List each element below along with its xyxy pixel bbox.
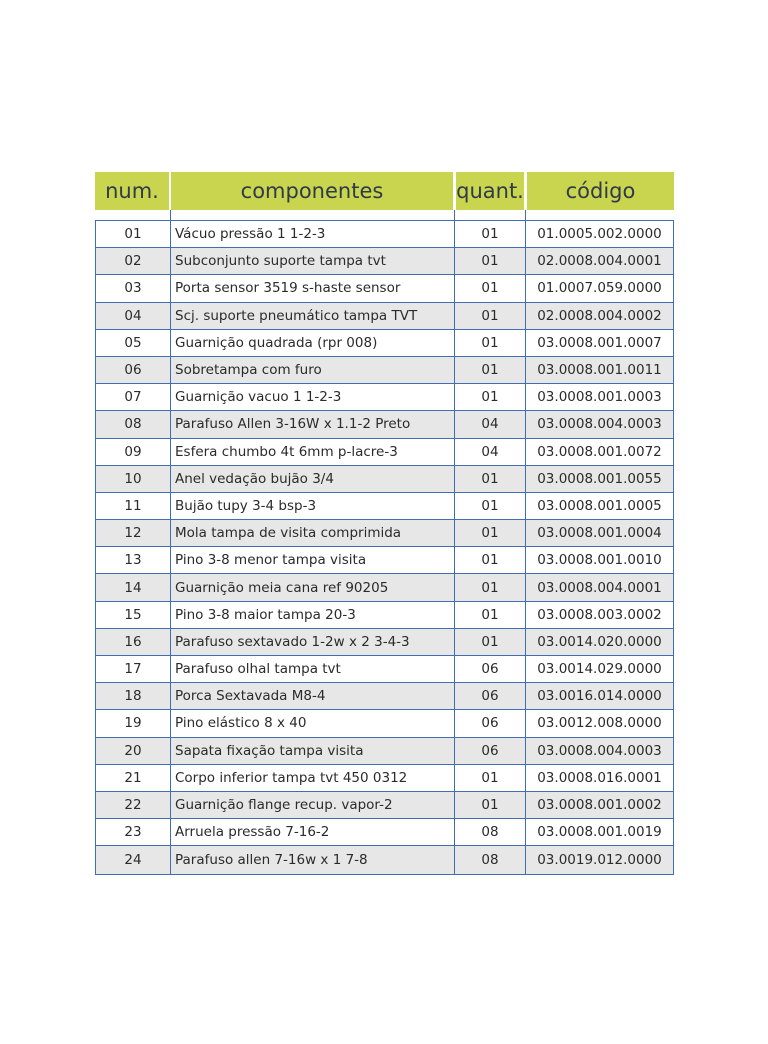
table-row (96, 574, 673, 601)
table-row (96, 710, 673, 737)
table-row (96, 819, 673, 846)
row-codigo: 01.0005.002.0000 (537, 226, 662, 243)
row-quant: 01 (455, 520, 526, 546)
row-codigo: 03.0008.001.0010 (537, 552, 662, 569)
row-codigo: 03.0014.020.0000 (537, 633, 662, 650)
row-num: 11 (96, 493, 171, 519)
row-codigo: 03.0014.029.0000 (537, 661, 662, 678)
row-componente: Esfera chumbo 4t 6mm p-lacre-3 (171, 439, 455, 465)
table-row (96, 493, 673, 520)
row-codigo: 03.0008.001.0011 (537, 362, 662, 379)
row-num: 19 (96, 710, 171, 736)
row-componente: Mola tampa de visita comprimida (171, 520, 455, 546)
row-quant: 01 (455, 493, 526, 519)
row-componente: Parafuso olhal tampa tvt (171, 656, 455, 682)
row-num: 23 (96, 819, 171, 845)
header-codigo: código (527, 172, 674, 210)
row-componente: Guarnição vacuo 1 1-2-3 (171, 384, 455, 410)
table-row (96, 765, 673, 792)
table-row (96, 846, 673, 873)
table-row (96, 330, 673, 357)
table-row (96, 547, 673, 574)
parts-table (95, 220, 674, 875)
row-codigo: 03.0008.001.0003 (537, 389, 662, 406)
row-codigo: 03.0008.004.0003 (537, 416, 662, 433)
table-row (96, 275, 673, 302)
row-componente: Porta sensor 3519 s-haste sensor (171, 275, 455, 301)
row-codigo: 03.0008.001.0072 (537, 443, 662, 460)
row-componente: Parafuso sextavado 1-2w x 2 3-4-3 (171, 629, 455, 655)
row-componente: Sobretampa com furo (171, 357, 455, 383)
table-row (96, 439, 673, 466)
row-codigo: 03.0012.008.0000 (537, 715, 662, 732)
row-codigo: 03.0008.004.0003 (537, 742, 662, 759)
row-componente: Arruela pressão 7-16-2 (171, 819, 455, 845)
table-row (96, 384, 673, 411)
row-componente: Vácuo pressão 1 1-2-3 (171, 221, 455, 247)
row-num: 21 (96, 765, 171, 791)
row-num: 09 (96, 439, 171, 465)
row-num: 24 (96, 846, 171, 873)
row-num: 03 (96, 275, 171, 301)
row-componente: Pino 3-8 menor tampa visita (171, 547, 455, 573)
row-quant: 01 (455, 602, 526, 628)
row-num: 16 (96, 629, 171, 655)
row-codigo: 01.0007.059.0000 (537, 280, 662, 297)
row-quant: 08 (455, 819, 526, 845)
table-row (96, 602, 673, 629)
row-num: 18 (96, 683, 171, 709)
row-codigo: 03.0008.001.0007 (537, 334, 662, 351)
row-quant: 06 (455, 710, 526, 736)
table-row (96, 520, 673, 547)
row-quant: 06 (455, 656, 526, 682)
row-componente: Sapata fixação tampa visita (171, 738, 455, 764)
row-num: 06 (96, 357, 171, 383)
row-num: 14 (96, 574, 171, 600)
row-componente: Guarnição quadrada (rpr 008) (171, 330, 455, 356)
row-quant: 01 (455, 330, 526, 356)
row-num: 12 (96, 520, 171, 546)
table-row (96, 221, 673, 248)
row-num: 20 (96, 738, 171, 764)
row-num: 17 (96, 656, 171, 682)
row-codigo: 02.0008.004.0002 (537, 307, 662, 324)
row-num: 07 (96, 384, 171, 410)
table-row (96, 411, 673, 438)
row-componente: Parafuso allen 7-16w x 1 7-8 (171, 846, 455, 873)
table-header (95, 172, 674, 210)
row-num: 04 (96, 303, 171, 329)
column-divider (525, 210, 526, 220)
row-quant: 01 (455, 357, 526, 383)
row-quant: 01 (455, 574, 526, 600)
row-num: 08 (96, 411, 171, 437)
row-codigo: 03.0008.001.0002 (537, 797, 662, 814)
row-componente: Corpo inferior tampa tvt 450 0312 (171, 765, 455, 791)
row-quant: 01 (455, 384, 526, 410)
row-codigo: 02.0008.004.0001 (537, 253, 662, 270)
table-row (96, 303, 673, 330)
row-quant: 04 (455, 439, 526, 465)
row-codigo: 03.0016.014.0000 (537, 688, 662, 705)
row-quant: 01 (455, 221, 526, 247)
row-quant: 06 (455, 738, 526, 764)
row-componente: Guarnição flange recup. vapor-2 (171, 792, 455, 818)
row-componente: Pino elástico 8 x 40 (171, 710, 455, 736)
table-row (96, 792, 673, 819)
table-row (96, 738, 673, 765)
row-quant: 04 (455, 411, 526, 437)
row-codigo: 03.0008.001.0019 (537, 824, 662, 841)
row-componente: Subconjunto suporte tampa tvt (171, 248, 455, 274)
header-componentes: componentes (171, 172, 453, 210)
row-quant: 01 (455, 629, 526, 655)
row-quant: 01 (455, 248, 526, 274)
table-row (96, 466, 673, 493)
row-codigo: 03.0019.012.0000 (537, 851, 662, 868)
row-codigo: 03.0008.003.0002 (537, 606, 662, 623)
row-num: 22 (96, 792, 171, 818)
table-row (96, 656, 673, 683)
row-num: 10 (96, 466, 171, 492)
row-componente: Bujão tupy 3-4 bsp-3 (171, 493, 455, 519)
row-codigo: 03.0008.001.0055 (537, 470, 662, 487)
column-divider (454, 210, 455, 220)
table-row (96, 629, 673, 656)
column-divider (170, 210, 171, 220)
row-quant: 01 (455, 765, 526, 791)
row-quant: 06 (455, 683, 526, 709)
row-quant: 08 (455, 846, 526, 873)
row-quant: 01 (455, 792, 526, 818)
table-row (96, 683, 673, 710)
row-codigo: 03.0008.016.0001 (537, 769, 662, 786)
row-componente: Parafuso Allen 3-16W x 1.1-2 Preto (171, 411, 455, 437)
row-codigo: 03.0008.001.0005 (537, 497, 662, 514)
row-num: 15 (96, 602, 171, 628)
row-quant: 01 (455, 466, 526, 492)
row-num: 05 (96, 330, 171, 356)
row-codigo: 03.0008.001.0004 (537, 525, 662, 542)
table-row (96, 357, 673, 384)
row-componente: Scj. suporte pneumático tampa TVT (171, 303, 455, 329)
row-codigo: 03.0008.004.0001 (537, 579, 662, 596)
table-row (96, 248, 673, 275)
row-quant: 01 (455, 275, 526, 301)
row-num: 01 (96, 221, 171, 247)
row-componente: Porca Sextavada M8-4 (171, 683, 455, 709)
row-quant: 01 (455, 547, 526, 573)
header-quant: quant. (456, 172, 524, 210)
header-num: num. (95, 172, 169, 210)
row-quant: 01 (455, 303, 526, 329)
row-componente: Guarnição meia cana ref 90205 (171, 574, 455, 600)
row-componente: Pino 3-8 maior tampa 20-3 (171, 602, 455, 628)
row-componente: Anel vedação bujão 3/4 (171, 466, 455, 492)
row-num: 02 (96, 248, 171, 274)
row-num: 13 (96, 547, 171, 573)
